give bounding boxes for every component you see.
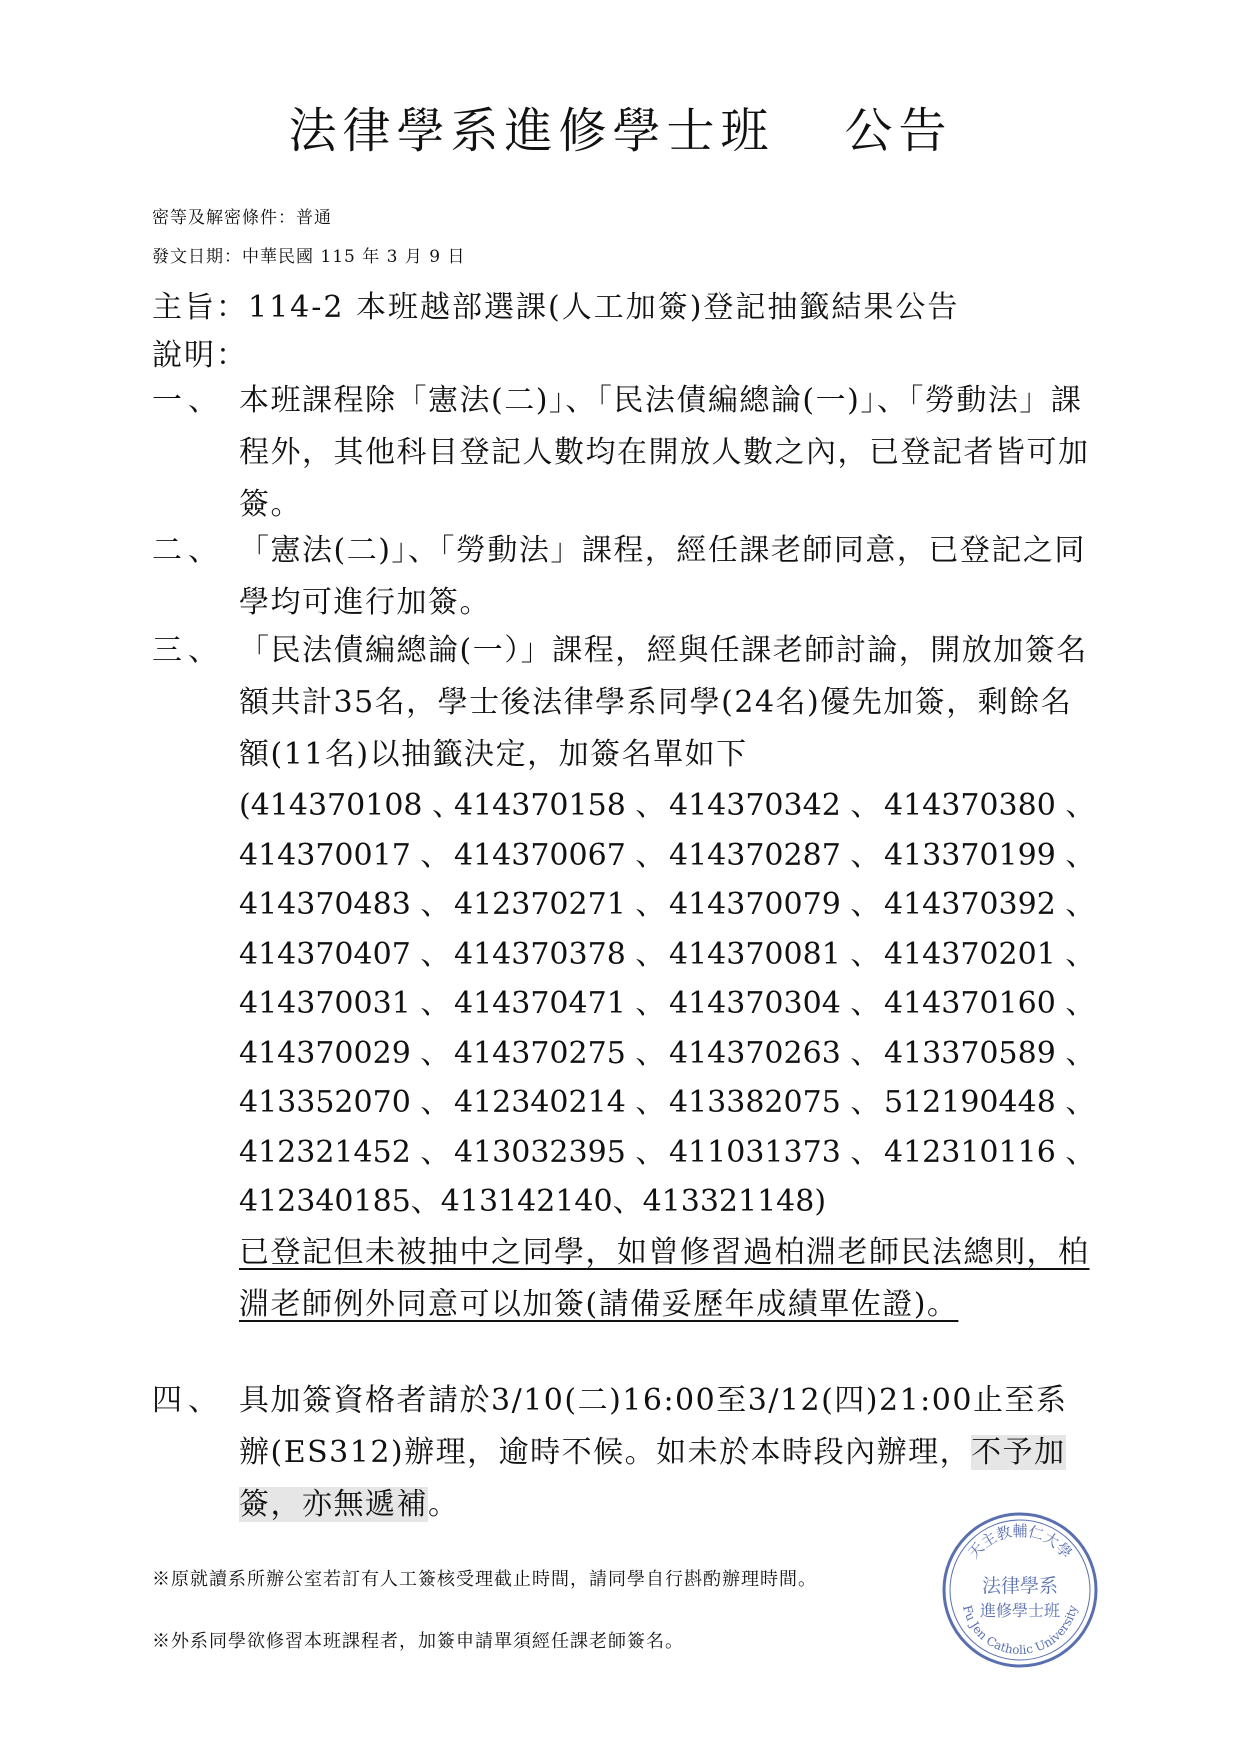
student-id: 414370067 、 [454, 837, 666, 873]
item-text: 「民法債編總論(一）」課程，經與任課老師討論，開放加簽名額共計35名，學士後法律學系同學(24名)優先加簽，剩餘名額(11名)以抽籤決定，加簽名單如下 [239, 633, 1088, 772]
student-id: 412340214 、 [454, 1085, 666, 1120]
title-main: 法律學系進修學士班 [288, 103, 775, 159]
student-id: 413352070 、 [239, 1085, 451, 1120]
note-text: 已登記但未被抽中之同學，如曾修習過柏淵老師民法總則，柏淵老師例外同意可以加簽(請備妥歷年成績單佐證)。 [239, 1234, 1090, 1322]
item-text-end: 。 [428, 1487, 460, 1522]
student-id: 414370160 、 [884, 986, 1096, 1021]
student-id: 414370158 、 [454, 788, 666, 823]
student-id: 412321452 、 [239, 1134, 451, 1170]
footnote-2: ※外系同學欲修習本班課程者，加簽申請單須經任課老師簽名。 [152, 1631, 684, 1652]
student-id: 414370201 、 [884, 936, 1096, 972]
id-row-last: 412340185、413142140、413321148) [239, 1184, 827, 1219]
footnote-1: ※原就讀系所辦公室若訂有人工簽核受理截止時間，請同學自行斟酌辦理時間。 [152, 1569, 817, 1590]
explain-item-2 [152, 525, 1092, 629]
explain-item-3 [152, 625, 1096, 1331]
highlighted-warning: 不予加簽，亦無遞補 [239, 1435, 1066, 1522]
item-number: 一、 [152, 383, 224, 418]
issue-date-line: 發文日期：中華民國 115 年 3 月 9 日 [152, 247, 466, 267]
student-id: 414370017 、 [239, 837, 451, 873]
student-id: 414370471 、 [454, 986, 666, 1021]
item-number: 四、 [152, 1383, 224, 1418]
item-text: 本班課程除「憲法(二)」、「民法債編總論(一)」、「勞動法」課程外，其他科目登記人數均在開放人數之內，已登記者皆可加簽。 [239, 383, 1090, 522]
student-id: 512190448 、 [884, 1085, 1096, 1120]
student-id: 414370380 、 [884, 788, 1096, 823]
page-title [0, 92, 1241, 161]
item-text: 「憲法(二)」、「勞動法」課程，經任課老師同意，已登記之同學均可進行加簽。 [239, 533, 1086, 620]
student-id: 414370304 、 [669, 986, 881, 1021]
student-id: 414370407 、 [239, 936, 451, 972]
student-id-list [239, 781, 1096, 1227]
student-id: (414370108 、 [239, 788, 463, 823]
student-id: 414370378 、 [454, 936, 666, 972]
university-seal-stamp [940, 1510, 1100, 1670]
id-row [239, 781, 1099, 831]
underlined-note [239, 1227, 1092, 1331]
item-number: 三、 [152, 633, 224, 668]
student-id: 413370589 、 [884, 1035, 1096, 1071]
item-text [239, 1375, 1092, 1531]
student-id: 414370031 、 [239, 986, 451, 1021]
student-id: 412310116 、 [884, 1134, 1096, 1170]
student-id: 414370029 、 [239, 1035, 451, 1071]
item-text-main: 具加簽資格者請於3/10(二)16:00至3/12(四)21:00止至系辦(ES312)辦理，逾時不候。如未於本時段內辦理， [239, 1383, 1068, 1470]
id-row [239, 1029, 1099, 1079]
student-id: 412370271 、 [454, 887, 666, 922]
id-row [239, 979, 1099, 1029]
title-suffix: 公告 [844, 103, 953, 159]
stamp-center-line2: 進修學士班 [979, 1601, 1061, 1620]
student-id: 414370392 、 [884, 887, 1096, 922]
student-id: 414370081 、 [669, 936, 881, 972]
student-id: 414370287 、 [669, 837, 881, 873]
subject-line: 主旨：114-2 本班越部選課(人工加簽)登記抽籤結果公告 [152, 290, 960, 325]
item-number: 二、 [152, 533, 224, 568]
student-id: 414370079 、 [669, 887, 881, 922]
student-id: 414370342 、 [669, 788, 881, 823]
student-id: 414370275 、 [454, 1035, 666, 1071]
student-id: 413370199 、 [884, 837, 1096, 873]
student-id: 413382075 、 [669, 1085, 881, 1120]
explain-item-4 [152, 1375, 1092, 1531]
id-row [239, 1128, 1099, 1178]
stamp-bottom-text: Fu Jen Catholic University [959, 1603, 1081, 1658]
explain-item-1 [152, 375, 1092, 531]
stamp-top-text: 天主教輔仁大學 [964, 1522, 1076, 1563]
id-row [239, 880, 1099, 930]
classification-line: 密等及解密條件：普通 [152, 208, 332, 228]
student-id: 413032395 、 [454, 1134, 666, 1170]
id-row [239, 831, 1099, 881]
student-id: 414370263 、 [669, 1035, 881, 1071]
explain-label: 說明： [152, 338, 248, 373]
id-row [239, 1078, 1099, 1128]
student-id: 411031373 、 [669, 1134, 881, 1170]
id-row [239, 930, 1099, 980]
stamp-center-line1: 法律學系 [981, 1575, 1059, 1597]
student-id: 414370483 、 [239, 887, 451, 922]
